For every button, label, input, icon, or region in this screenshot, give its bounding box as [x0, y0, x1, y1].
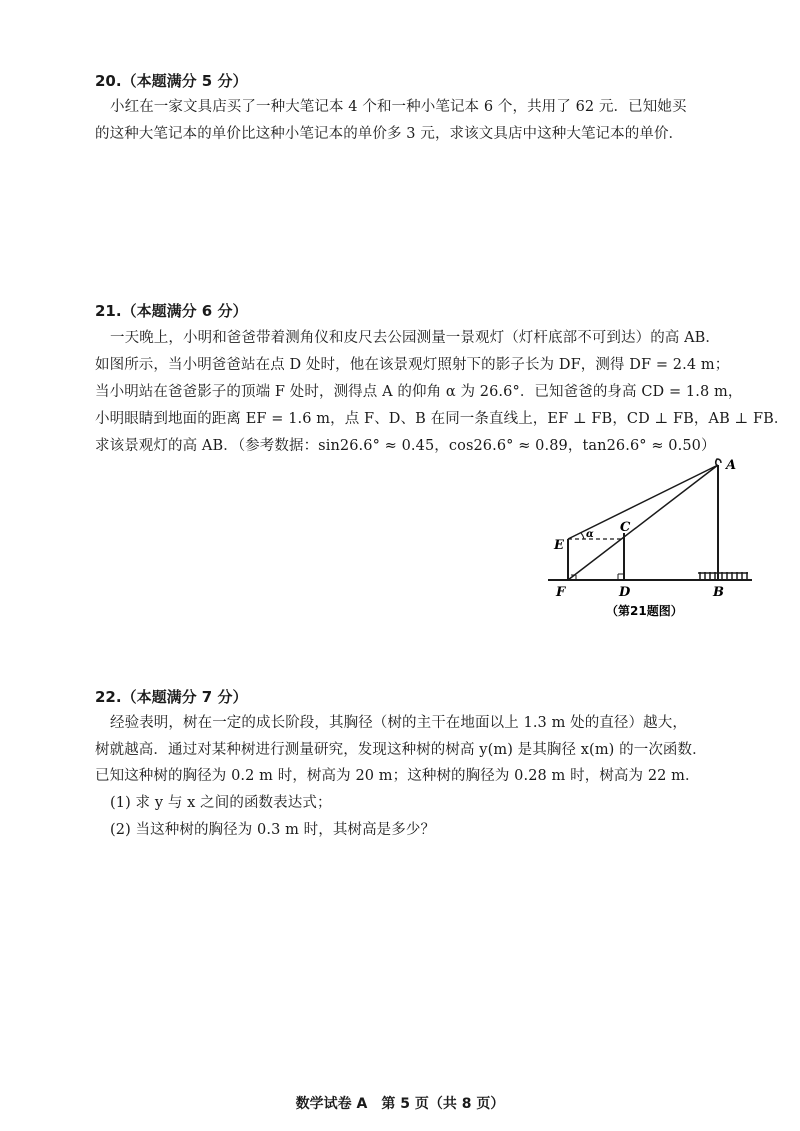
label-b: B [713, 585, 724, 600]
q22-line-3: 已知这种树的胸径为 0.2 m 时，树高为 20 m；这种树的胸径为 0.28 m 时，树高为 22 m． [95, 768, 700, 784]
q22-title: 22.（本题满分 7 分） [95, 688, 248, 706]
sight-line-ea [568, 465, 718, 539]
fence-hatch [698, 572, 748, 580]
label-e: E [554, 538, 564, 553]
label-alpha: α [586, 529, 594, 540]
alpha-arc [581, 533, 584, 539]
q22-sub-1: (1) 求 y 与 x 之间的函数表达式； [110, 795, 332, 811]
q20-title: 20.（本题满分 5 分） [95, 72, 248, 90]
q22-line-2: 树就越高．通过对某种树进行测量研究，发现这种树的树高 y(m) 是其胸径 x(m) 的一次函数． [95, 742, 707, 758]
label-f: F [556, 585, 566, 600]
q21-line-1: 一天晚上，小明和爸爸带着测角仪和皮尺去公园测量一景观灯（灯杆底部不可到达）的高 AB． [110, 330, 721, 346]
q21-title: 21.（本题满分 6 分） [95, 302, 248, 320]
label-a: A [726, 458, 737, 473]
page-footer: 数学试卷 A 第 5 页（共 8 页） [295, 1096, 505, 1112]
q21-line-4: 小明眼睛到地面的距离 EF = 1.6 m，点 F、D、B 在同一条直线上，EF ⊥ FB，CD ⊥ FB，AB ⊥ FB． [95, 411, 789, 427]
q21-line-5: 求该景观灯的高 AB．（参考数据：sin26.6° ≈ 0.45，cos26.6° ≈ 0.89，tan26.6° ≈ 0.50） [95, 438, 716, 454]
q22-sub-2: (2) 当这种树的胸径为 0.3 m 时，其树高是多少？ [110, 822, 436, 838]
q20-line-2: 的这种大笔记本的单价比这种小笔记本的单价多 3 元，求该文具店中这种大笔记本的单价． [95, 126, 684, 142]
q21-line-3: 当小明站在爸爸影子的顶端 F 处时，测得点 A 的仰角 α 为 26.6°．已知爸爸的身高 CD = 1.8 m， [95, 384, 743, 400]
label-c: C [620, 520, 631, 535]
light-ray-fa [568, 465, 718, 580]
q21-figure [540, 455, 780, 630]
label-d: D [619, 585, 631, 600]
figure-caption: （第21题图） [606, 604, 683, 618]
q21-line-2: 如图所示，当小明爸爸站在点 D 处时，他在该景观灯照射下的影子长为 DF，测得 DF = 2.4 m； [95, 357, 730, 373]
q22-line-1: 经验表明，树在一定的成长阶段，其胸径（树的主干在地面以上 1.3 m 处的直径）越大， [110, 715, 687, 731]
q20-line-1: 小红在一家文具店买了一种大笔记本 4 个和一种小笔记本 6 个，共用了 62 元．已知她买 [110, 99, 687, 115]
